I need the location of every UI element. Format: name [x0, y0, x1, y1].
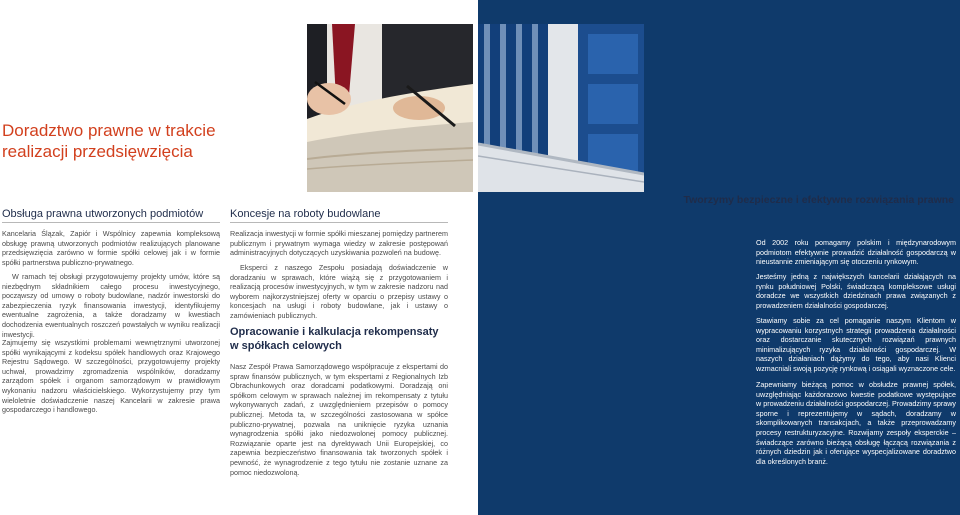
photo-document-signing: [307, 24, 473, 192]
paragraph: Realizacja inwestycji w formie spółki mieszanej pomiędzy partnerem publicznym i prywatnym wymaga wiedzy w zakresie postępowań administracyjnych dotyczących uzyskiwania pozwoleń na budowę.: [230, 229, 448, 258]
paragraph: Od 2002 roku pomagamy polskim i międzynarodowym podmiotom efektywnie prowadzić działalność gospodarczą w nieustannie zmieniającym się otoczeniu rynkowym.: [756, 238, 956, 267]
photo-illustration: [307, 24, 473, 192]
section-title-concessions: Koncesje na roboty budowlane: [230, 208, 381, 220]
subsection-title-compensation: Opracowanie i kalkulacja rekompensaty w spółkach celowych: [230, 326, 439, 352]
building-illustration: [478, 24, 644, 192]
paragraph: Zapewniamy bieżącą pomoc w obsłudze prawnej spółek, uwzględniając każdorazowo kwestie podatkowe występujące w prowadzeniu działalności gospodarczej. Prowadzimy sprawy sporne i reprezentujemy w sądach, doradzamy w skomplikowanych transakcjach, a także przeprowadzamy procesy restrukturyzacyjne. Rozwijamy zespoły eksperckie – świadczące zarówno bieżącą obsługę łączącą rozwiązania z różnych dziedzin jak i oferujące wyspecjalizowane doradztwo dla określonych branż.: [756, 380, 956, 466]
paragraph: Nasz Zespół Prawa Samorządowego współpracuje z ekspertami do spraw finansów publicznych, w tym ekspertami z Regionalnych Izb Obrachunkowych oraz doradcami podatkowymi. Doradzają oni spółkom celowym w sprawach należnej im rekompensaty z tytułu wykonywanych zadań, z uwzględnieniem przepisów o pomocy publicznej. Metoda ta, w szczególności zastosowana w spółce publiczno-prywatnej, pozwala na uniknięcie ryzyka uznania wynagrodzenia spółki jako niedozwolonej pomocy publicznej. Rozwiązanie oparte jest na dyrektywach Unii Europejskiej, co zapewnia bezpieczeństwo finansowania tak tworzonych spółek i pewność, że wynagrodzenie z tego tytułu nie zostanie uznane za pomoc niedozwoloną.: [230, 362, 448, 477]
section-title-company-services: Obsługa prawna utworzonych podmiotów: [2, 208, 204, 220]
paragraph: Zajmujemy się wszystkimi problemami wewnętrznymi utworzonej spółki wynikającymi z kodeksu spółek handlowych oraz Krajowego Rejestru Sądowego. W szczególności, przygotowujemy projekty uchwał, prowadzimy zgromadzenia wspólników, doradzamy zarządom spółek i organom samorządowym w prawidłowym wykonaniu nadzoru właścicielskiego. Wykorzystujemy przy tym wieloletnie doświadczenie naszej Kancelarii w zakresie prawa gospodarczego i handlowego.: [2, 338, 220, 415]
section-divider: [2, 222, 220, 223]
paragraph: Jesteśmy jedną z największych kancelarii działających na rynku południowej Polski, świadczącą kompleksowe usługi doradcze we wszystkich dziedzinach prawa związanych z prowadzeniem działalności gospodarczej.: [756, 272, 956, 310]
section-divider: [230, 222, 448, 223]
right-section-title: Tworzymy bezpieczne i efektywne rozwiązania prawne: [683, 194, 954, 206]
paragraph: W ramach tej obsługi przygotowujemy projekty umów, które są niezbędnym składnikiem całego procesu inwestycyjnego, począwszy od umowy o roboty budowlane, nadzór inwestorski do zabezpieczenia ryzyk finansowania inwestycji, identyfikujemy ewentualne zagrożenia, a także doradzamy w kwestiach dochodzenia ewentualnych roszczeń powstałych w wyniku realizacji inwestycji.: [2, 272, 220, 339]
page-title: Doradztwo prawne w trakcie realizacji przedsięwzięcia: [2, 121, 216, 161]
photo-office-building: [478, 24, 644, 192]
paragraph: Stawiamy sobie za cel pomaganie naszym Klientom w wypracowaniu korzystnych strategii prowadzenia działalności oraz dostarczanie skutecznych rozwiązań prawnych minimalizujących ryzyka działalności gospodarczej. W naszych działaniach dążymy do tego, aby nasi Klienci wzmacniali swoją pozycję rynkową i osiągali wyznaczone cele.: [756, 316, 956, 373]
paragraph: Kancelaria Ślązak, Zapiór i Wspólnicy zapewnia kompleksową obsługę prawną utworzonych podmiotów realizujących planowane przedsięwzięcia zarówno w formie spółki celowej jak i w formie spółki partnerstwa publiczno-prywatnego.: [2, 229, 220, 267]
left-column: [0, 0, 226, 515]
paragraph: Eksperci z naszego Zespołu posiadają doświadczenie w doradzaniu w sprawach, które wiążą się z przygotowaniem i realizacją procesów inwestycyjnych, w tym w zakresie nadzoru nad wyborem najkorzystniejszej oferty w oparciu o przepisy ustawy o koncesjach na usługi i roboty budowlane, jak i ustawy o zamówieniach publicznych.: [230, 263, 448, 320]
